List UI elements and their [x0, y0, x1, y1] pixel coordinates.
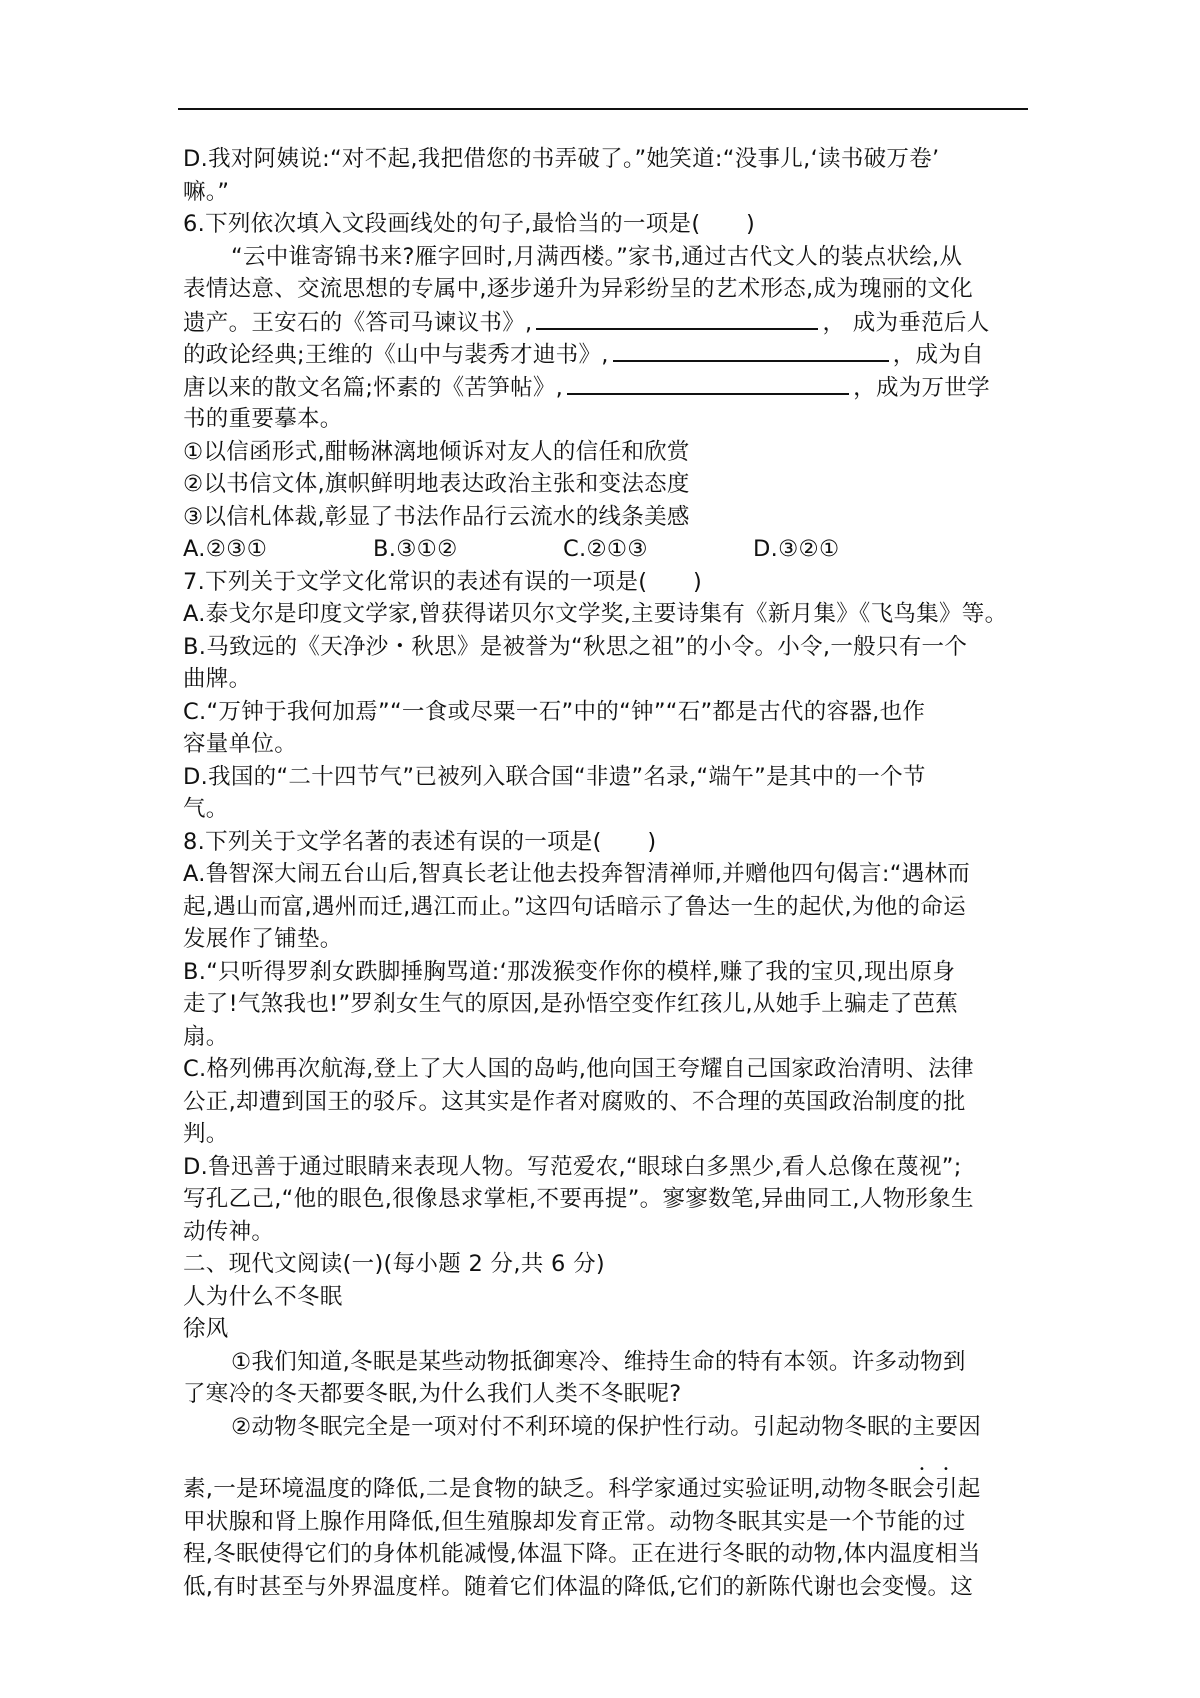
q6-passage-line5-post: ，成为万世学 — [853, 374, 990, 401]
q8-stem: 8.下列关于文学名著的表述有误的一项是( ) — [183, 828, 657, 855]
q6-passage-line2: 表情达意、交流思想的专属中,逐步递升为异彩纷呈的艺术形态,成为瑰丽的文化 — [183, 276, 974, 302]
q6-option-b: B.③①② — [373, 536, 458, 562]
article-title: 人为什么不冬眠 — [183, 1283, 343, 1310]
article-author: 徐风 — [183, 1316, 229, 1342]
fill-blank-1 — [536, 306, 818, 330]
q8-option-c-line3: 判。 — [183, 1121, 229, 1147]
q7-option-d-line1: D.我国的“二十四节气”已被列入联合国“非遗”名录,“端午”是其中的一个节 — [183, 763, 926, 790]
q6-passage-line5 — [183, 371, 1028, 404]
q7-option-c-line1: C.“万钟于我何加焉”“一食或尽粟一石”中的“钟”“石”都是古代的容器,也作 — [183, 698, 926, 725]
q6-item-3: ③以信札体裁,彰显了书法作品行云流水的线条美感 — [183, 503, 690, 530]
q5-option-d-line1: D.我对阿姨说:“对不起,我把借您的书弄破了。”她笑道:“没事儿,‘读书破万卷’ — [183, 146, 940, 172]
q8-option-a-line2: 起,遇山而富,遇州而迁,遇江而止。”这四句话暗示了鲁达一生的起伏,为他的命运 — [183, 893, 966, 920]
q7-option-d-line2: 气。 — [183, 796, 229, 822]
article-p2-line5: 低,有时甚至与外界温度样。随着它们体温的降低,它们的新陈代谢也会变慢。这 — [183, 1573, 974, 1600]
emphasis-dot: • — [919, 1464, 926, 1475]
q8-option-b-line2: 走了!气煞我也!”罗刹女生气的原因,是孙悟空变作红孩儿,从她手上骗走了芭蕉 — [183, 991, 959, 1017]
q7-option-b-line1: B.马致远的《天净沙・秋思》是被誉为“秋思之祖”的小令。小令,一般只有一个 — [183, 633, 968, 660]
q6-passage-line4-post: ，成为自 — [892, 342, 984, 368]
section-2-heading: 二、现代文阅读(一)(每小题 2 分,共 6 分) — [183, 1251, 606, 1277]
article-p2-line1: ②动物冬眠完全是一项对付不利环境的保护性行动。引起动物冬眠的主要因 — [231, 1413, 982, 1440]
article-p2-line3: 甲状腺和肾上腺作用降低,但生殖腺却发育正常。动物冬眠其实是一个节能的过 — [183, 1508, 966, 1535]
q5-option-d-line2: 嘛。” — [183, 178, 230, 205]
q6-stem: 6.下列依次填入文段画线处的句子,最恰当的一项是( ) — [183, 211, 756, 237]
q6-passage-line5-pre: 唐以来的散文名篇;怀素的《苦笋帖》, — [183, 374, 564, 401]
q6-option-c: C.②①③ — [563, 536, 648, 562]
q8-option-c-line1: C.格列佛再次航海,登上了大人国的岛屿,他向国王夸耀自己国家政治清明、法律 — [183, 1056, 974, 1082]
fill-blank-3 — [567, 371, 849, 395]
q6-passage-line6: 书的重要摹本。 — [183, 406, 343, 432]
q8-option-d-line1: D.鲁迅善于通过眼睛来表现人物。写范爱农,“眼球白多黑少,看人总像在蔑视”; — [183, 1153, 962, 1180]
q6-options — [183, 533, 1028, 566]
article-p1-line1: ①我们知道,冬眠是某些动物抵御寒冷、维持生命的特有本领。许多动物到 — [231, 1348, 966, 1375]
q6-item-2: ②以书信文体,旗帜鲜明地表达政治主张和变法态度 — [183, 471, 690, 497]
article-p1-line2: 了寒冷的冬天都要冬眠,为什么我们人类不冬眠呢? — [183, 1381, 682, 1407]
q8-option-a-line3: 发展作了铺垫。 — [183, 926, 343, 952]
q8-option-d-line3: 动传神。 — [183, 1218, 275, 1245]
q7-stem: 7.下列关于文学文化常识的表述有误的一项是( ) — [183, 568, 703, 595]
q8-option-a-line1: A.鲁智深大闹五台山后,智真长老让他去投奔智清禅师,并赠他四句偈言:“遇林而 — [183, 861, 971, 887]
q6-item-1: ①以信函形式,酣畅淋漓地倾诉对友人的信任和欣赏 — [183, 438, 690, 465]
q6-passage-line3-pre: 遗产。王安石的《答司马谏议书》, — [183, 309, 533, 336]
q6-option-d: D.③②① — [753, 536, 840, 562]
q6-passage-line3 — [183, 306, 1028, 339]
q6-passage-line1: “云中谁寄锦书来?雁字回时,月满西楼。”家书,通过古代文人的装点状绘,从 — [231, 243, 963, 270]
q6-passage-line3-post: ， 成为垂范后人 — [822, 309, 990, 336]
fill-blank-2 — [613, 338, 889, 362]
emphasis-dots — [183, 1443, 1028, 1473]
q8-option-b-line1: B.“只听得罗刹女跌脚捶胸骂道:‘那泼猴变作你的模样,赚了我的宝贝,现出原身 — [183, 958, 956, 985]
article-p2-line4: 程,冬眠使得它们的身体机能减慢,体温下降。正在进行冬眠的动物,体内温度相当 — [183, 1541, 981, 1567]
q8-option-c-line2: 公正,却遭到国王的驳斥。这其实是作者对腐败的、不合理的英国政治制度的批 — [183, 1088, 966, 1115]
emphasis-dot: • — [943, 1464, 950, 1475]
header-rule — [178, 108, 1028, 110]
q7-option-b-line2: 曲牌。 — [183, 666, 252, 692]
q7-option-c-line2: 容量单位。 — [183, 731, 298, 757]
q7-option-a: A.泰戈尔是印度文学家,曾获得诺贝尔文学奖,主要诗集有《新月集》《飞鸟集》等。 — [183, 601, 1008, 627]
article-p2-line2: 素,一是环境温度的降低,二是食物的缺乏。科学家通过实验证明,动物冬眠会引起 — [183, 1476, 981, 1502]
document-body — [183, 143, 1028, 1603]
q6-passage-line4-pre: 的政论经典;王维的《山中与裴秀才迪书》, — [183, 342, 609, 368]
q6-passage-line4 — [183, 338, 1028, 371]
q8-option-d-line2: 写孔乙己,“他的眼色,很像恳求掌柜,不要再提”。寥寥数笔,异曲同工,人物形象生 — [183, 1186, 974, 1212]
q6-option-a: A.②③① — [183, 536, 268, 562]
q8-option-b-line3: 扇。 — [183, 1023, 229, 1050]
